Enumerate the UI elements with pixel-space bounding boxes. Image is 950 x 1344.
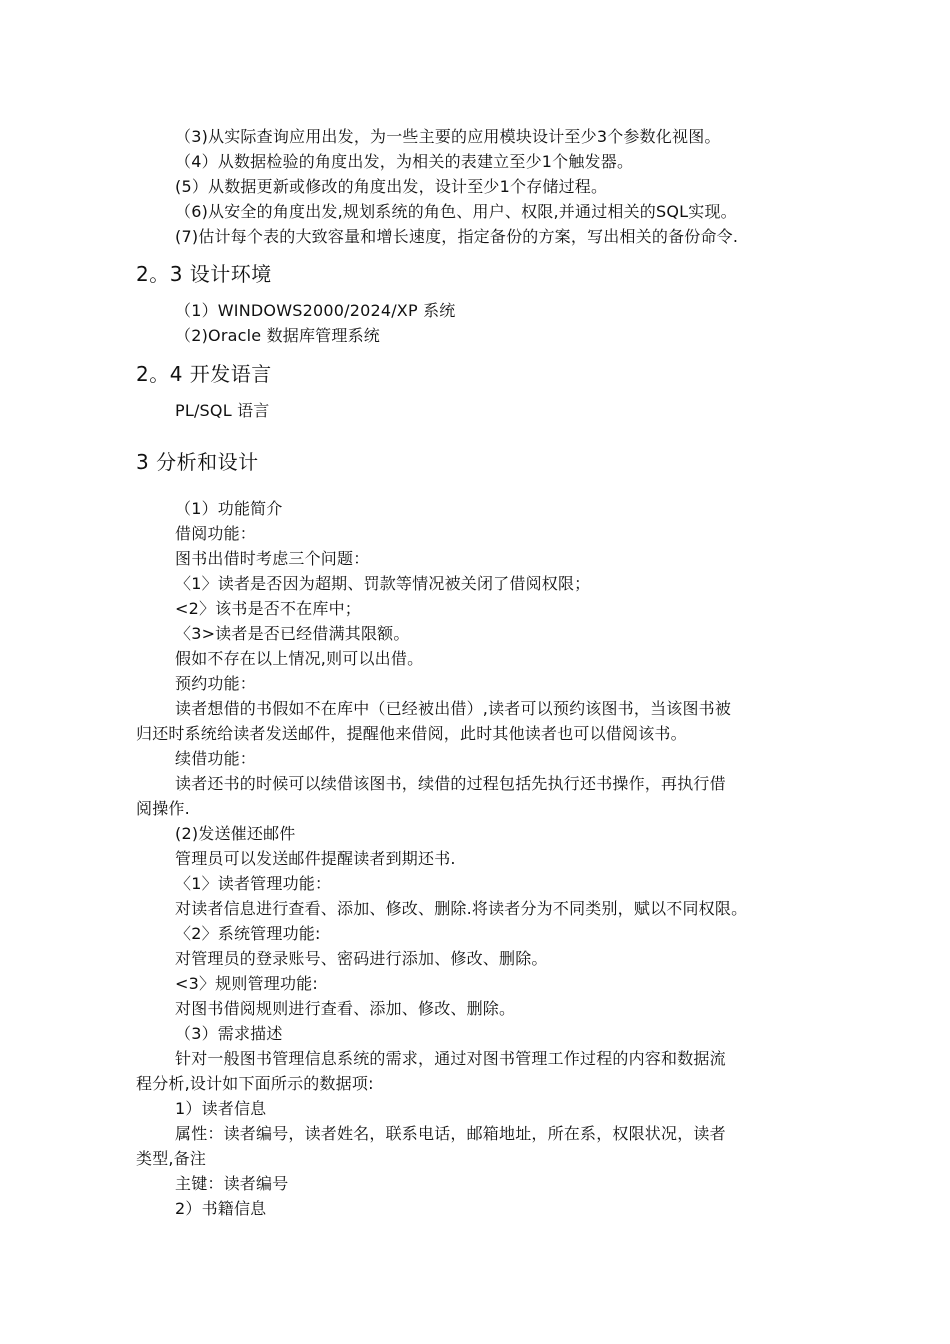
body-line: 程分析,设计如下面所示的数据项: (136, 1074, 374, 1093)
body-line: 类型,备注 (136, 1149, 207, 1168)
requirement-item: （4）从数据检验的角度出发，为相关的表建立至少1个触发器。 (175, 152, 634, 171)
requirement-item: (7)估计每个表的大致容量和增长速度，指定备份的方案，写出相关的备份命令. (175, 227, 739, 246)
requirement-item: (5）从数据更新或修改的角度出发，设计至少1个存储过程。 (175, 177, 608, 196)
body-line: 读者还书的时候可以续借该图书，续借的过程包括先执行还书操作，再执行借 (175, 774, 726, 793)
requirement-item: （3)从实际查询应用出发，为一些主要的应用模块设计至少3个参数化视图。 (175, 127, 721, 146)
body-line: 图书出借时考虑三个问题： (175, 549, 370, 568)
body-line: （3）需求描述 (175, 1024, 283, 1043)
body-line: 借阅功能： (175, 524, 257, 543)
body-line: 归还时系统给读者发送邮件，提醒他来借阅，此时其他读者也可以借阅该书。 (136, 724, 687, 743)
body-line: 对图书借阅规则进行查看、添加、修改、删除。 (175, 999, 516, 1018)
body-line: 假如不存在以上情况,则可以出借。 (175, 649, 424, 668)
body-line: 主键：读者编号 (175, 1174, 289, 1193)
section-heading-analysis: 3 分析和设计 (136, 450, 259, 474)
body-line: 1）读者信息 (175, 1099, 267, 1118)
body-line: 2）书籍信息 (175, 1199, 267, 1218)
body-line: 读者想借的书假如不在库中（已经被出借）,读者可以预约该图书，当该图书被 (175, 699, 732, 718)
body-line: <2〉该书是否不在库中； (175, 599, 361, 618)
body-line: 〈1〉读者管理功能： (175, 874, 332, 893)
body-line: (2)发送催还邮件 (175, 824, 296, 843)
body-line: 预约功能： (175, 674, 257, 693)
body-line: 〈1〉读者是否因为超期、罚款等情况被关闭了借阅权限； (175, 574, 591, 593)
language-item: PL/SQL 语言 (175, 401, 270, 420)
body-line: 〈3>读者是否已经借满其限额。 (175, 624, 410, 643)
requirement-item: （6)从安全的角度出发,规划系统的角色、用户、权限,并通过相关的SQL实现。 (175, 202, 737, 221)
body-line: 〈2〉系统管理功能: (175, 924, 321, 943)
body-line: 针对一般图书管理信息系统的需求，通过对图书管理工作过程的内容和数据流 (175, 1049, 726, 1068)
section-heading-environment: 2。3 设计环境 (136, 262, 272, 286)
body-line: 对读者信息进行查看、添加、修改、删除.将读者分为不同类别，赋以不同权限。 (175, 899, 748, 918)
section-heading-language: 2。4 开发语言 (136, 362, 272, 386)
body-line: 对管理员的登录账号、密码进行添加、修改、删除。 (175, 949, 548, 968)
environment-item: （2)Oracle 数据库管理系统 (175, 326, 380, 345)
body-line: 续借功能： (175, 749, 257, 768)
environment-item: （1）WINDOWS2000/2024/XP 系统 (175, 301, 456, 320)
body-line: （1）功能简介 (175, 499, 283, 518)
body-line: 管理员可以发送邮件提醒读者到期还书. (175, 849, 456, 868)
body-line: <3〉规则管理功能: (175, 974, 318, 993)
body-line: 属性：读者编号，读者姓名，联系电话，邮箱地址，所在系，权限状况，读者 (175, 1124, 726, 1143)
body-line: 阅操作. (136, 799, 190, 818)
